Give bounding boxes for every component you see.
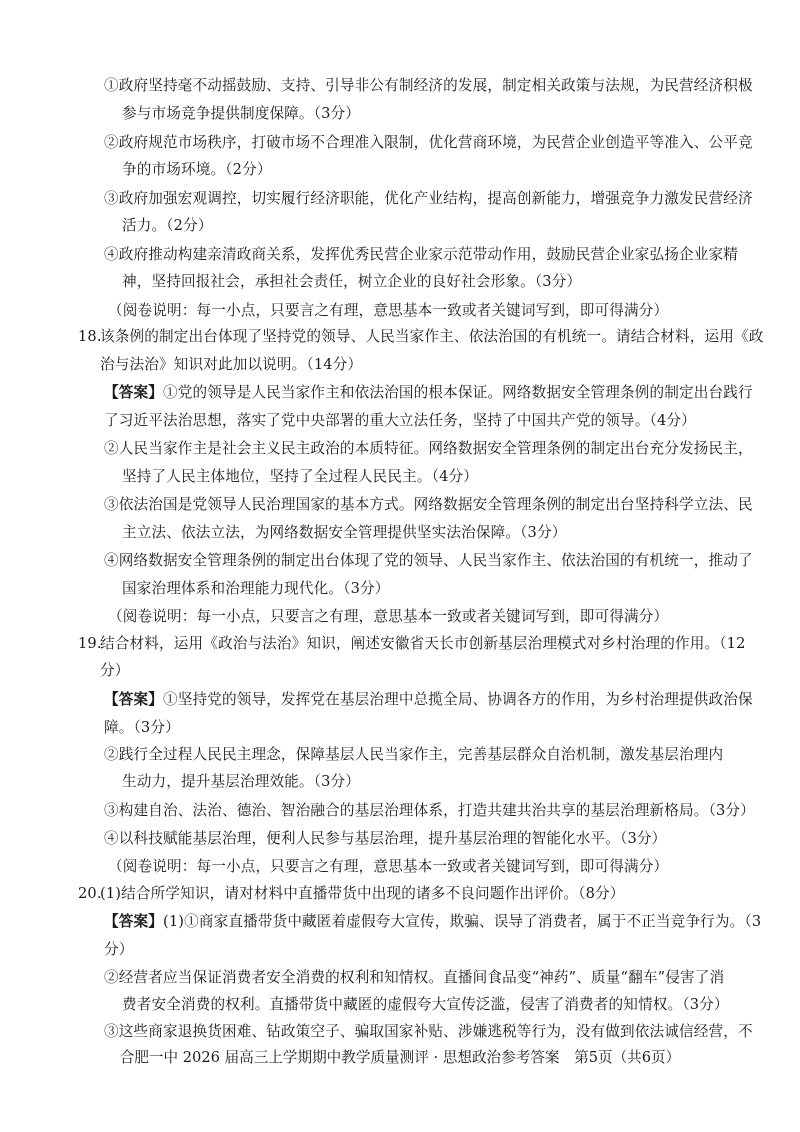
- answer-tag: 【答案】: [104, 691, 163, 708]
- question-text: 结合材料，运用《政治与法治》知识，阐述安徽省天长市创新基层治理模式对乡村治理的作用。（12: [100, 635, 746, 652]
- answer-line: [104, 690, 753, 710]
- point-text: 活力。（2分）: [122, 217, 213, 234]
- page-footer: 合肥一中 2026 届高三上学期期中教学质量测评 · 思想政治参考答案 第5页（共6页）: [119, 1049, 681, 1066]
- answer-tag: 【答案】: [104, 384, 163, 401]
- point-text: 生动力，提升基层治理效能。（3分）: [122, 773, 361, 790]
- point-text: ④政府推动构建亲清政商关系，发挥优秀民营企业家示范带动作用，鼓励民营企业家弘扬企业家精: [104, 246, 738, 263]
- point-text: ②经营者应当保证消费者安全消费的权利和知情权。直播间食品变“神药”、质量“翻车”侵害了消: [104, 969, 725, 986]
- point-text: ②政府规范市场秩序，打破市场不合理准入限制，优化营商环境，为民营企业创造平等准入、公平竞: [104, 134, 753, 151]
- point-text: 主立法、依法立法，为网络数据安全管理提供坚实法治保障。（3分）: [122, 524, 567, 541]
- question-text: (1)结合所学知识，请对材料中直播带货中出现的诸多不良问题作出评价。（8分）: [100, 885, 625, 902]
- answer-line: [104, 383, 753, 403]
- point-text: ①党的领导是人民当家作主和依法治国的根本保证。网络数据安全管理条例的制定出台践行: [162, 384, 753, 401]
- point-text: 神，坚持回报社会，承担社会责任，树立企业的良好社会形象。（3分）: [122, 273, 582, 290]
- point-text: ②人民当家作主是社会主义民主政治的本质特征。网络数据安全管理条例的制定出台充分发扬民主，: [104, 440, 753, 457]
- point-text: ④网络数据安全管理条例的制定出台体现了党的领导、人民当家作主、依法治国的有机统一，推动了: [104, 552, 753, 569]
- answer-line: [104, 912, 761, 932]
- answer-tag: 【答案】: [104, 913, 163, 930]
- question-text: 治与法治》知识对此加以说明。（14分）: [100, 356, 363, 373]
- point-text: 国家治理体系和治理能力现代化。（3分）: [122, 580, 390, 597]
- question-text: 分）: [100, 662, 130, 679]
- question-number: 18.: [78, 328, 102, 345]
- point-text: ②践行全过程人民民主理念，保障基层人民当家作主，完善基层群众自治机制，激发基层治理内: [104, 746, 724, 763]
- question-text: 该条例的制定出台体现了坚持党的领导、人民当家作主、依法治国的有机统一。请结合材料，运用《政: [100, 328, 764, 345]
- point-text: ③构建自治、法治、德治、智治融合的基层治理体系，打造共建共治共享的基层治理新格局。（3分）: [104, 802, 755, 819]
- question-number: 20.: [78, 885, 102, 902]
- grading-note: （阅卷说明：每一小点，只要言之有理，意思基本一致或者关键词写到，即可得满分）: [108, 302, 669, 319]
- grading-note: （阅卷说明：每一小点，只要言之有理，意思基本一致或者关键词写到，即可得满分）: [108, 858, 669, 875]
- point-text: ①政府坚持毫不动摇鼓励、支持、引导非公有制经济的发展，制定相关政策与法规，为民营经济积极: [104, 77, 753, 94]
- point-text: 坚持了人民主体地位，坚持了全过程人民民主。（4分）: [122, 468, 478, 485]
- point-text: ③依法治国是党领导人民治理国家的基本方式。网络数据安全管理条例的制定出台坚持科学立法、民: [104, 496, 753, 513]
- question-number: 19.: [78, 635, 102, 652]
- point-text: 障。（3分）: [104, 719, 180, 736]
- point-text: (1)①商家直播带货中藏匿着虚假夸大宣传，欺骗、误导了消费者，属于不正当竞争行为。（3: [162, 913, 762, 930]
- point-text: 分）: [104, 941, 134, 958]
- point-text: ③这些商家退换货困难、钻政策空子、骗取国家补贴、涉嫌逃税等行为，没有做到依法诚信经营，不: [104, 1023, 753, 1040]
- point-text: ④以科技赋能基层治理，便利人民参与基层治理，提升基层治理的智能化水平。（3分）: [104, 830, 667, 847]
- point-text: 了习近平法治思想，落实了党中央部署的重大立法任务，坚持了中国共产党的领导。（4分）: [104, 412, 696, 429]
- point-text: ③政府加强宏观调控，切实履行经济职能，优化产业结构，提高创新能力，增强竞争力激发民营经济: [104, 190, 753, 207]
- grading-note: （阅卷说明：每一小点，只要言之有理，意思基本一致或者关键词写到，即可得满分）: [108, 608, 669, 625]
- point-text: ①坚持党的领导，发挥党在基层治理中总揽全局、协调各方的作用，为乡村治理提供政治保: [162, 691, 753, 708]
- point-text: 参与市场竞争提供制度保障。（3分）: [122, 105, 361, 122]
- point-text: 费者安全消费的权利。直播带货中藏匿的虚假夸大宣传泛滥，侵害了消费者的知情权。（3分）: [122, 996, 729, 1013]
- point-text: 争的市场环境。（2分）: [122, 161, 272, 178]
